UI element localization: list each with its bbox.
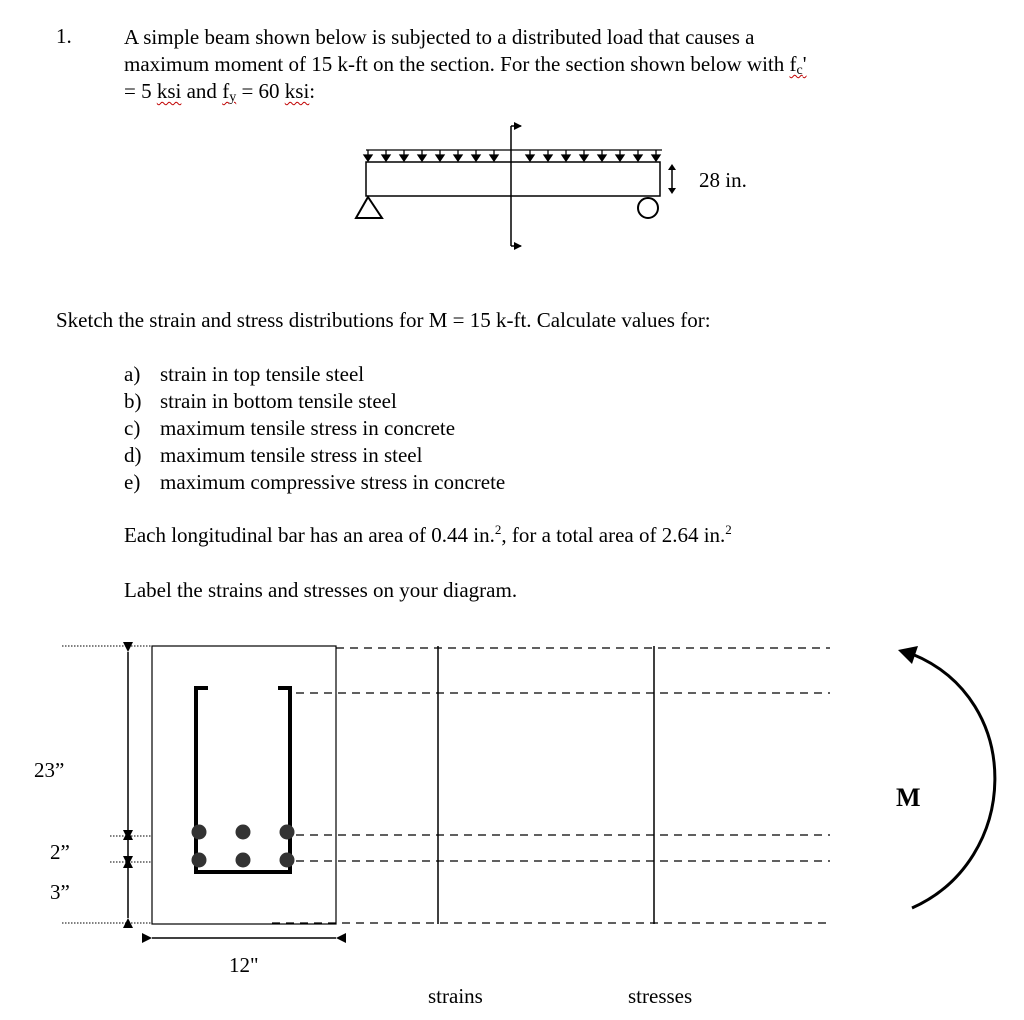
concrete-section	[152, 646, 336, 924]
eq-5: = 5	[124, 79, 157, 103]
section-diagram	[34, 646, 995, 1008]
load-arrow-icons	[364, 150, 660, 161]
list-item-label: d)	[124, 443, 142, 467]
list-item-text: maximum tensile stress in steel	[160, 443, 423, 467]
rebar-top-left-icon	[192, 825, 207, 840]
pin-support-icon	[356, 197, 382, 218]
depth-arrow-down-icon	[668, 188, 676, 194]
rebar-bottom-middle-icon	[236, 853, 251, 868]
problem-line-1: A simple beam shown below is subjected to a distributed load that causes a	[124, 25, 755, 49]
list-item-text: maximum tensile stress in concrete	[160, 416, 456, 440]
fy-subscript: y	[229, 90, 237, 105]
problem-line-2-text: maximum moment of 15 k-ft on the section. For the section shown below with	[124, 52, 790, 76]
rebar-top-middle-icon	[236, 825, 251, 840]
list-item-label: e)	[124, 470, 141, 494]
dashed-reference-lines	[272, 648, 830, 923]
fc-prime: '	[802, 52, 807, 76]
width-label: 12"	[229, 953, 259, 977]
squared-sup-1: 2	[494, 522, 502, 537]
depth-arrow-up-icon	[668, 164, 676, 170]
beam-body	[366, 162, 660, 196]
rebars	[192, 825, 295, 868]
list-item-label: a)	[124, 362, 141, 386]
fc-f: f	[789, 52, 797, 76]
moment-arrow-icon	[898, 646, 918, 664]
moment-arc	[912, 654, 995, 908]
label-instruction: Label the strains and stresses on your diagram.	[124, 578, 518, 602]
stirrup	[196, 688, 290, 872]
rebar-bottom-right-icon	[280, 853, 295, 868]
beam-diagram	[356, 126, 747, 246]
distributed-load-arrows	[364, 150, 662, 161]
list-item-label: c)	[124, 416, 141, 440]
beam-depth-label: 28 in.	[699, 168, 747, 192]
eq-60: = 60	[236, 79, 285, 103]
and-text: and	[181, 79, 223, 103]
problem-number: 1.	[56, 24, 72, 48]
fc-subscript: c	[796, 63, 803, 78]
list-item-text: strain in top tensile steel	[160, 362, 365, 386]
squared-sup-2: 2	[725, 522, 732, 537]
rebar-bottom-left-icon	[192, 853, 207, 868]
fy-f: f	[222, 79, 230, 103]
strains-label: strains	[428, 984, 483, 1008]
ksi-unit-2: ksi	[284, 79, 310, 103]
dim-3-label: 3”	[50, 880, 70, 904]
ksi-unit-1: ksi	[156, 79, 182, 103]
list-item-label: b)	[124, 389, 142, 413]
dim-2-label: 2”	[50, 840, 70, 864]
colon: :	[309, 79, 316, 103]
dim-23-label: 23”	[34, 758, 65, 782]
moment-label: M	[896, 783, 921, 812]
bar-area-part-1: Each longitudinal bar has an area of 0.44 in.	[124, 523, 495, 547]
left-dotted-lines	[62, 646, 152, 923]
stresses-label: stresses	[628, 984, 693, 1008]
sketch-instruction: Sketch the strain and stress distributions for M = 15 k-ft. Calculate values for:	[56, 308, 711, 332]
list-item-text: strain in bottom tensile steel	[160, 389, 397, 413]
bar-area-part-2: , for a total area of 2.64 in.	[501, 523, 726, 547]
list-item-text: maximum compressive stress in concrete	[160, 470, 506, 494]
roller-support-icon	[638, 198, 658, 218]
rebar-top-right-icon	[280, 825, 295, 840]
